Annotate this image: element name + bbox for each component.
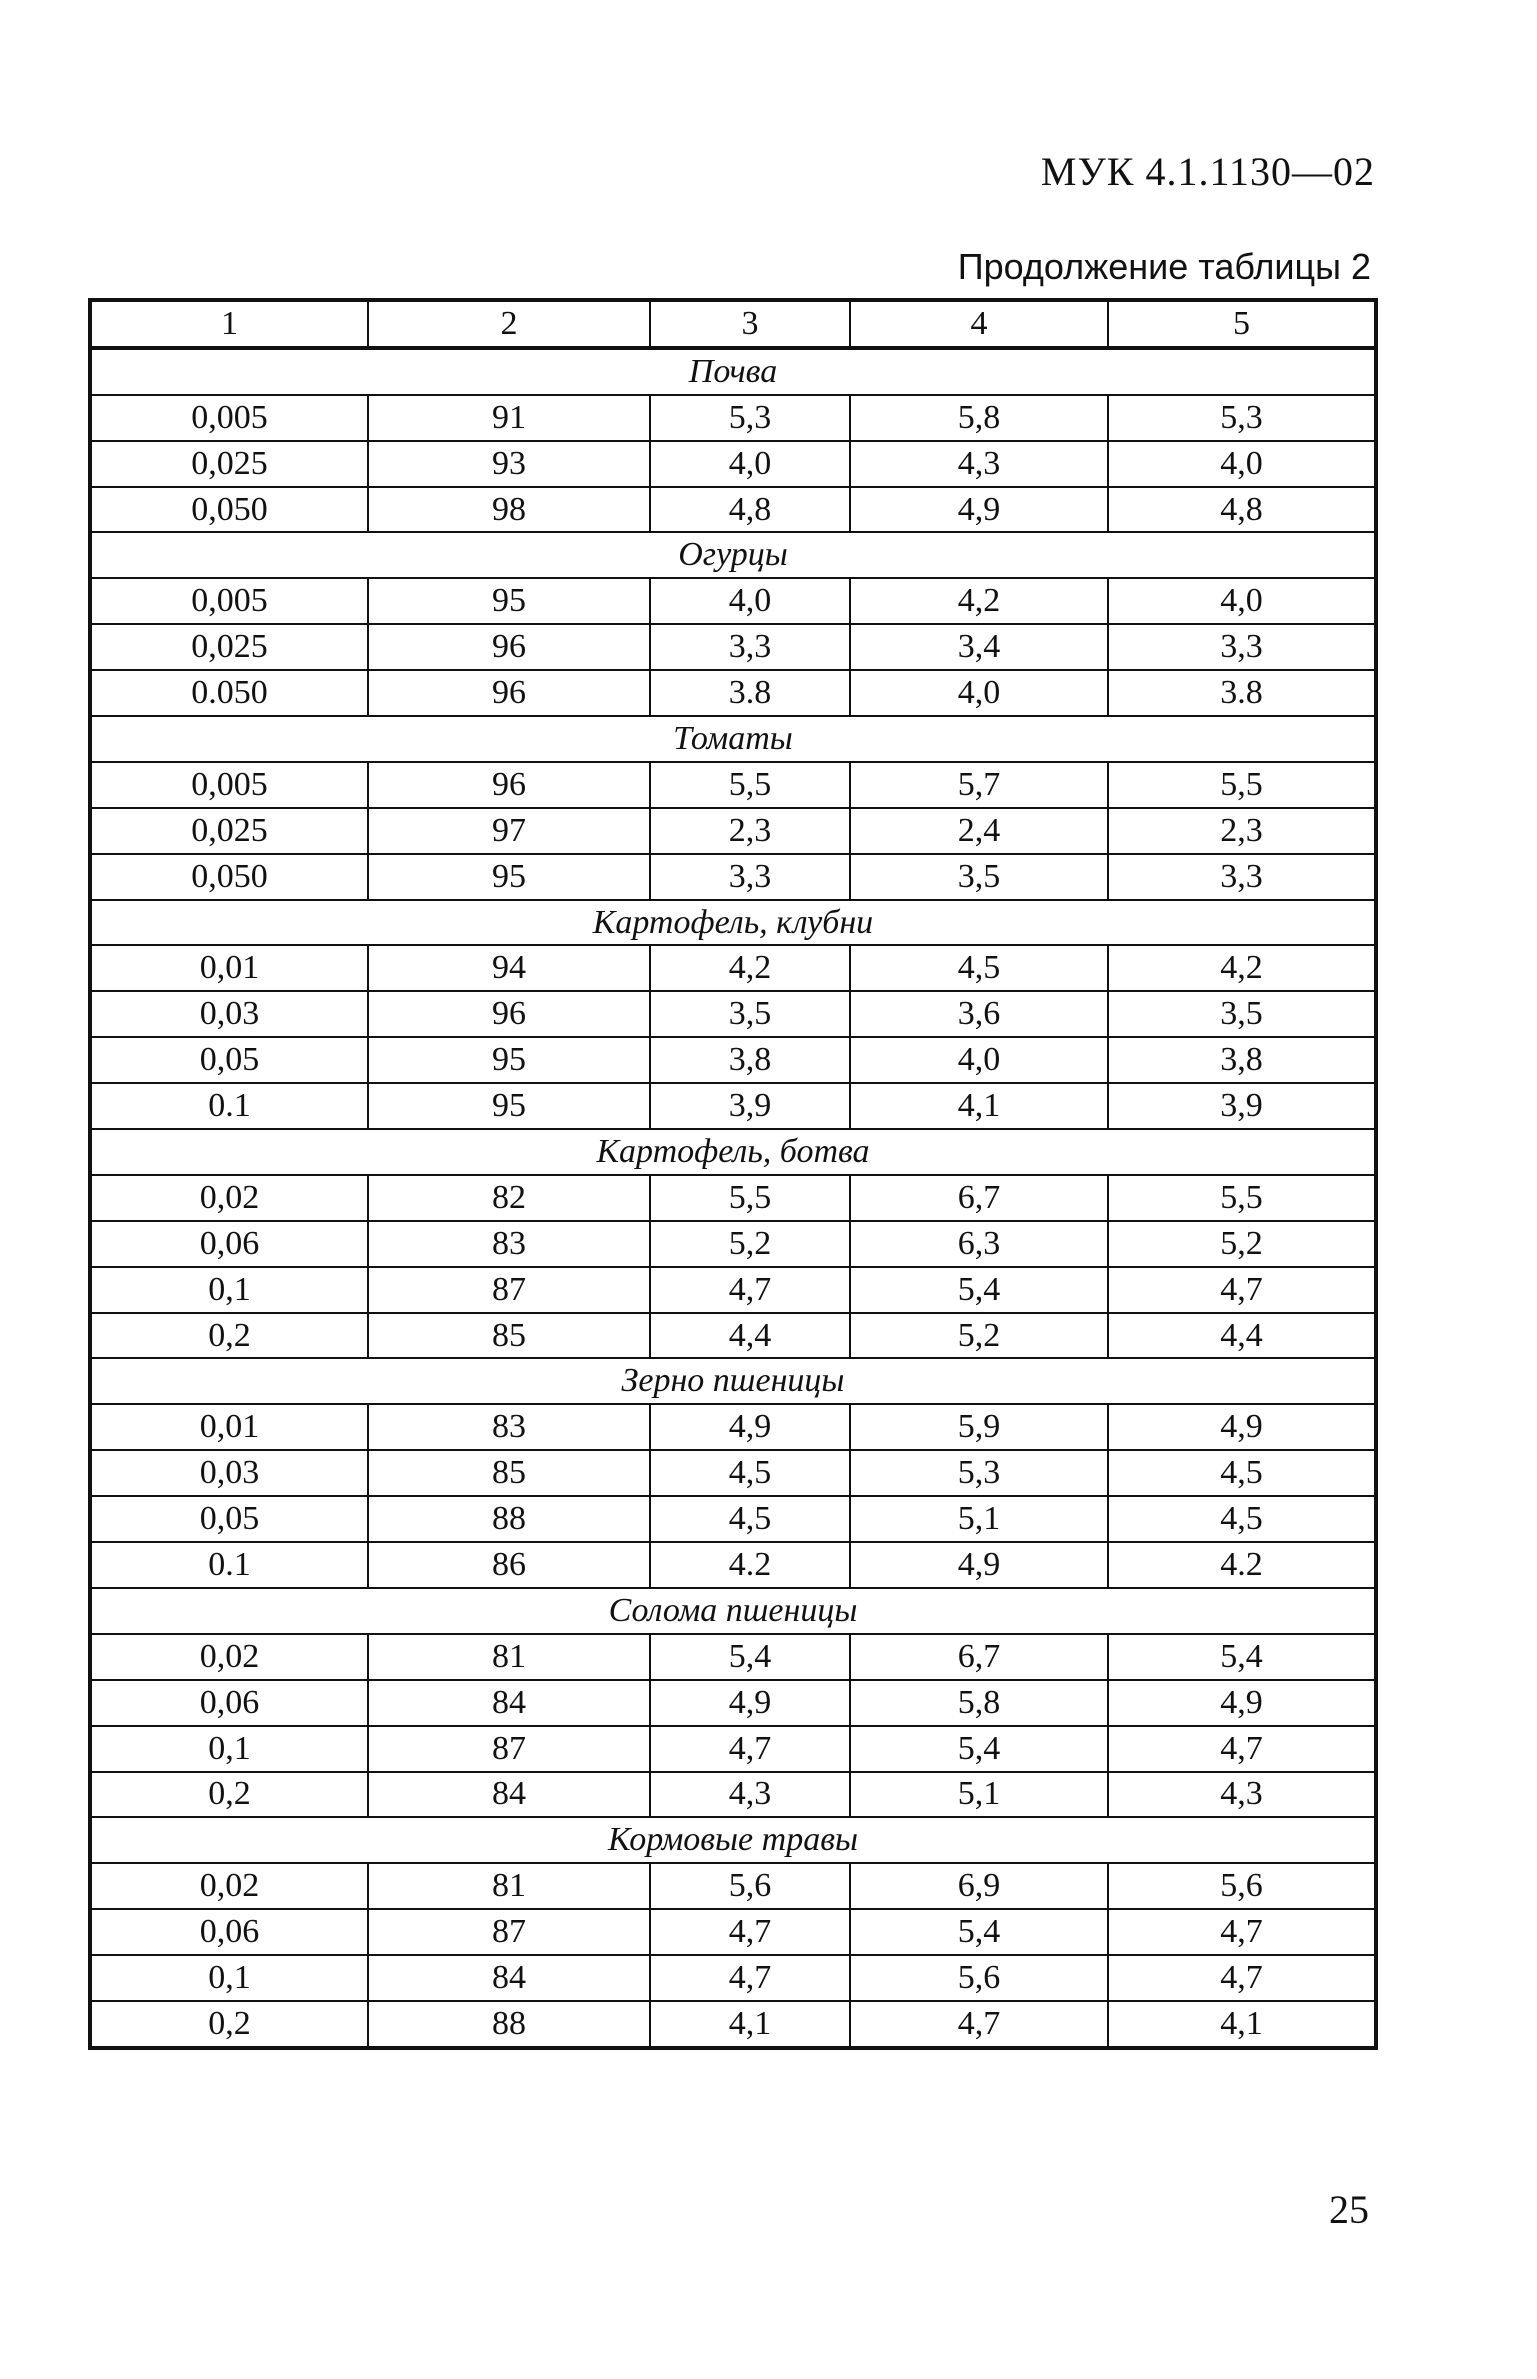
table-cell: 3,5 (650, 991, 850, 1037)
table-cell: 0,1 (90, 1955, 368, 2001)
table-cell: 6,3 (850, 1221, 1108, 1267)
section-title: Зерно пшеницы (90, 1358, 1376, 1404)
table-row (90, 991, 1376, 1037)
table-cell: 95 (368, 854, 650, 900)
table-cell: 5,6 (850, 1955, 1108, 2001)
document-code-header: МУК 4.1.1130—02 (1040, 149, 1375, 194)
section-row (90, 348, 1376, 395)
table-cell: 4.2 (1108, 1542, 1376, 1588)
table-cell: 0,005 (90, 395, 368, 441)
table-cell: 4,1 (850, 1083, 1108, 1129)
section-row (90, 1129, 1376, 1175)
table-cell: 5,5 (650, 1175, 850, 1221)
table-cell: 85 (368, 1450, 650, 1496)
table-cell: 0.050 (90, 670, 368, 716)
table-cell: 4,2 (1108, 945, 1376, 991)
table-cell: 0,03 (90, 991, 368, 1037)
table-cell: 3,9 (1108, 1083, 1376, 1129)
table-cell: 4,0 (1108, 578, 1376, 624)
table-cell: 3,5 (1108, 991, 1376, 1037)
table-row (90, 624, 1376, 670)
table-cell: 4,0 (1108, 441, 1376, 487)
table-cell: 0,01 (90, 1404, 368, 1450)
table-row (90, 487, 1376, 533)
results-table (88, 298, 1378, 2050)
table-cell: 96 (368, 991, 650, 1037)
column-header: 2 (368, 300, 650, 348)
section-title: Солома пшеницы (90, 1588, 1376, 1634)
section-title: Огурцы (90, 532, 1376, 578)
table-cell: 94 (368, 945, 650, 991)
section-row (90, 900, 1376, 946)
section-row (90, 716, 1376, 762)
table-cell: 4,7 (1108, 1909, 1376, 1955)
page-number: 25 (1329, 2187, 1369, 2232)
table-cell: 95 (368, 1083, 650, 1129)
table-cell: 91 (368, 395, 650, 441)
table-cell: 5,2 (650, 1221, 850, 1267)
table-cell: 3,3 (1108, 624, 1376, 670)
table-cell: 0,06 (90, 1909, 368, 1955)
table-row (90, 1450, 1376, 1496)
table-cell: 3,3 (650, 624, 850, 670)
table-cell: 96 (368, 762, 650, 808)
table-cell: 96 (368, 670, 650, 716)
table-cell: 5,5 (650, 762, 850, 808)
section-title: Томаты (90, 716, 1376, 762)
table-cell: 84 (368, 1772, 650, 1818)
table-cell: 0,01 (90, 945, 368, 991)
table-cell: 4,5 (850, 945, 1108, 991)
column-header: 1 (90, 300, 368, 348)
table-cell: 4,2 (850, 578, 1108, 624)
section-title: Почва (90, 348, 1376, 395)
table-row (90, 1175, 1376, 1221)
table-cell: 4.2 (650, 1542, 850, 1588)
table-cell: 5,1 (850, 1772, 1108, 1818)
table-cell: 0,050 (90, 487, 368, 533)
table-cell: 0,2 (90, 1772, 368, 1818)
table-row (90, 1037, 1376, 1083)
table-cell: 4,2 (650, 945, 850, 991)
table-cell: 3.8 (1108, 670, 1376, 716)
table-cell: 6,7 (850, 1175, 1108, 1221)
table-cell: 4,0 (850, 670, 1108, 716)
table-cell: 0,025 (90, 808, 368, 854)
table-cell: 5,7 (850, 762, 1108, 808)
table-cell: 84 (368, 1680, 650, 1726)
table-cell: 4,7 (650, 1726, 850, 1772)
table-row (90, 1863, 1376, 1909)
table-cell: 5,4 (650, 1634, 850, 1680)
table-cell: 4,5 (650, 1496, 850, 1542)
table-row (90, 441, 1376, 487)
table-cell: 4,5 (1108, 1496, 1376, 1542)
table-cell: 2,3 (1108, 808, 1376, 854)
table-cell: 4,7 (1108, 1267, 1376, 1313)
table-cell: 81 (368, 1863, 650, 1909)
table-row (90, 1542, 1376, 1588)
table-cell: 4,9 (650, 1680, 850, 1726)
table-row (90, 854, 1376, 900)
table-cell: 98 (368, 487, 650, 533)
table-row (90, 945, 1376, 991)
table-cell: 3,4 (850, 624, 1108, 670)
table-cell: 4,1 (650, 2001, 850, 2048)
column-header: 3 (650, 300, 850, 348)
table-cell: 5,3 (1108, 395, 1376, 441)
table-cell: 0,2 (90, 2001, 368, 2048)
table-cell: 2,4 (850, 808, 1108, 854)
table-cell: 85 (368, 1313, 650, 1359)
table-cell: 4,7 (850, 2001, 1108, 2048)
table-cell: 0,03 (90, 1450, 368, 1496)
table-cell: 4,7 (650, 1909, 850, 1955)
table-cell: 83 (368, 1221, 650, 1267)
table-cell: 3,8 (1108, 1037, 1376, 1083)
table-row (90, 1680, 1376, 1726)
table-cell: 5,9 (850, 1404, 1108, 1450)
table-cell: 87 (368, 1726, 650, 1772)
table-cell: 5,8 (850, 1680, 1108, 1726)
table-cell: 2,3 (650, 808, 850, 854)
table-cell: 5,3 (650, 395, 850, 441)
table-row (90, 762, 1376, 808)
table-cell: 88 (368, 2001, 650, 2048)
table-cell: 4,3 (650, 1772, 850, 1818)
table-cell: 4,7 (650, 1955, 850, 2001)
table-cell: 0,06 (90, 1680, 368, 1726)
table-cell: 4,7 (1108, 1955, 1376, 2001)
table-cell: 4,4 (650, 1313, 850, 1359)
table-cell: 84 (368, 1955, 650, 2001)
column-header: 4 (850, 300, 1108, 348)
section-title: Кормовые травы (90, 1817, 1376, 1863)
table-row (90, 1909, 1376, 1955)
table-row (90, 578, 1376, 624)
table-row (90, 2001, 1376, 2048)
table-cell: 4,0 (650, 441, 850, 487)
table-row (90, 1083, 1376, 1129)
table-cell: 81 (368, 1634, 650, 1680)
table-cell: 87 (368, 1267, 650, 1313)
table-cell: 4,9 (1108, 1404, 1376, 1450)
table-cell: 4,5 (1108, 1450, 1376, 1496)
table-row (90, 808, 1376, 854)
table-cell: 3,3 (1108, 854, 1376, 900)
table-cell: 5,3 (850, 1450, 1108, 1496)
table-cell: 3.8 (650, 670, 850, 716)
section-row (90, 1588, 1376, 1634)
table-cell: 0,1 (90, 1726, 368, 1772)
table-cell: 3,9 (650, 1083, 850, 1129)
table-cell: 96 (368, 624, 650, 670)
table-cell: 0.1 (90, 1083, 368, 1129)
table-cell: 5,4 (850, 1909, 1108, 1955)
table-cell: 4,0 (650, 578, 850, 624)
table-cell: 4,9 (850, 1542, 1108, 1588)
table-cell: 0,025 (90, 624, 368, 670)
table-cell: 5,4 (850, 1726, 1108, 1772)
table-cell: 4,4 (1108, 1313, 1376, 1359)
table-cell: 5,4 (1108, 1634, 1376, 1680)
table-cell: 0,005 (90, 762, 368, 808)
table-cell: 0,2 (90, 1313, 368, 1359)
table-cell: 3,3 (650, 854, 850, 900)
table-cell: 4,0 (850, 1037, 1108, 1083)
table-cell: 4,9 (850, 487, 1108, 533)
table-row (90, 1634, 1376, 1680)
table-cell: 4,9 (1108, 1680, 1376, 1726)
table-row (90, 395, 1376, 441)
table-cell: 0,1 (90, 1267, 368, 1313)
table-cell: 0,05 (90, 1037, 368, 1083)
section-row (90, 532, 1376, 578)
table-row (90, 1267, 1376, 1313)
table-cell: 5,1 (850, 1496, 1108, 1542)
table-cell: 4,8 (1108, 487, 1376, 533)
table-cell: 82 (368, 1175, 650, 1221)
table-cell: 5,4 (850, 1267, 1108, 1313)
table-cell: 5,2 (850, 1313, 1108, 1359)
table-cell: 95 (368, 578, 650, 624)
table-cell: 4,5 (650, 1450, 850, 1496)
table-cell: 0,025 (90, 441, 368, 487)
table-row (90, 1221, 1376, 1267)
table-cell: 95 (368, 1037, 650, 1083)
table-row (90, 1496, 1376, 1542)
table-cell: 97 (368, 808, 650, 854)
table-cell: 0,005 (90, 578, 368, 624)
table-cell: 4,3 (850, 441, 1108, 487)
table-cell: 83 (368, 1404, 650, 1450)
table-cell: 0,02 (90, 1634, 368, 1680)
table-cell: 86 (368, 1542, 650, 1588)
table-cell: 6,7 (850, 1634, 1108, 1680)
table-cell: 4,3 (1108, 1772, 1376, 1818)
table-row (90, 1955, 1376, 2001)
table-cell: 5,5 (1108, 762, 1376, 808)
table-cell: 0,02 (90, 1175, 368, 1221)
column-header: 5 (1108, 300, 1376, 348)
table-row (90, 1726, 1376, 1772)
table-cell: 5,8 (850, 395, 1108, 441)
table-cell: 5,6 (650, 1863, 850, 1909)
section-row (90, 1817, 1376, 1863)
table-continuation-caption: Продолжение таблицы 2 (957, 246, 1371, 287)
table-cell: 93 (368, 441, 650, 487)
table-body (90, 348, 1376, 2048)
table-cell: 0,02 (90, 1863, 368, 1909)
table-cell: 6,9 (850, 1863, 1108, 1909)
table-row (90, 1404, 1376, 1450)
table-cell: 4,9 (650, 1404, 850, 1450)
table-cell: 5,5 (1108, 1175, 1376, 1221)
table-header (90, 300, 1376, 348)
table-cell: 0,050 (90, 854, 368, 900)
table-cell: 0,06 (90, 1221, 368, 1267)
table-cell: 3,8 (650, 1037, 850, 1083)
section-title: Картофель, клубни (90, 900, 1376, 946)
table-cell: 5,6 (1108, 1863, 1376, 1909)
table-cell: 88 (368, 1496, 650, 1542)
table-cell: 0,05 (90, 1496, 368, 1542)
section-title: Картофель, ботва (90, 1129, 1376, 1175)
table-cell: 0.1 (90, 1542, 368, 1588)
table-cell: 5,2 (1108, 1221, 1376, 1267)
table-cell: 4,1 (1108, 2001, 1376, 2048)
table-cell: 4,7 (1108, 1726, 1376, 1772)
table-row (90, 670, 1376, 716)
table-cell: 4,7 (650, 1267, 850, 1313)
table-cell: 87 (368, 1909, 650, 1955)
section-row (90, 1358, 1376, 1404)
column-number-row (90, 300, 1376, 348)
table-cell: 3,5 (850, 854, 1108, 900)
table-row (90, 1772, 1376, 1818)
table-cell: 3,6 (850, 991, 1108, 1037)
table-cell: 4,8 (650, 487, 850, 533)
table-row (90, 1313, 1376, 1359)
